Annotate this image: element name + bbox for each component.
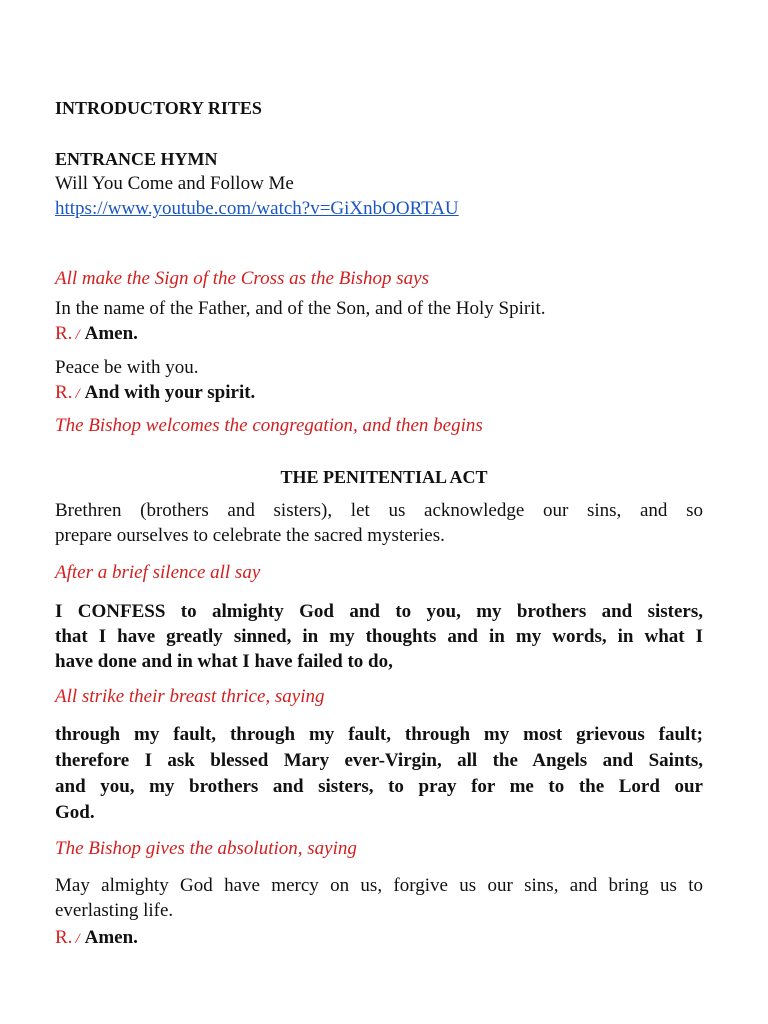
response-mark: / [75, 327, 80, 343]
confiteor-line-2: that I have greatly sinned, in my thoughts and in my words, in what I [55, 626, 703, 647]
response-text: And with your spirit. [84, 382, 256, 403]
response-label: R. [55, 323, 73, 344]
rubric-strike-breast: All strike their breast thrice, saying [55, 686, 325, 707]
entrance-hymn-heading: ENTRANCE HYMN [55, 149, 218, 169]
fault-line-3: and you, my brothers and sisters, to pray for me to the Lord our [55, 776, 703, 797]
greeting-text: Peace be with you. [55, 357, 199, 378]
rubric-sign-of-cross: All make the Sign of the Cross as the Bishop says [55, 268, 429, 289]
response-label: R. [55, 382, 73, 403]
absolution-line-1: May almighty God have mercy on us, forgive us our sins, and bring us to [55, 875, 703, 896]
rubric-silence: After a brief silence all say [55, 562, 261, 583]
fault-line-1: through my fault, through my fault, through my most grievous fault; [55, 724, 703, 745]
section-title: INTRODUCTORY RITES [55, 98, 262, 118]
response-text: Amen. [84, 323, 138, 344]
hymn-title: Will You Come and Follow Me [55, 173, 294, 194]
fault-line-4: God. [55, 802, 95, 823]
response-label: R. [55, 927, 73, 948]
confiteor-line-1: I CONFESS to almighty God and to you, my brothers and sisters, [55, 601, 703, 622]
response-amen-2 [55, 926, 138, 951]
absolution-line-2: everlasting life. [55, 900, 174, 921]
invitation-line-2: prepare ourselves to celebrate the sacred mysteries. [55, 525, 445, 546]
penitential-act-heading: THE PENITENTIAL ACT [280, 467, 488, 487]
hymn-youtube-link[interactable]: https://www.youtube.com/watch?v=GiXnbOORTAU [55, 198, 459, 219]
rubric-welcome: The Bishop welcomes the congregation, and then begins [55, 415, 483, 436]
sign-of-cross-text: In the name of the Father, and of the Son, and of the Holy Spirit. [55, 298, 546, 319]
rubric-absolution: The Bishop gives the absolution, saying [55, 838, 357, 859]
response-text: Amen. [84, 927, 138, 948]
confiteor-line-3: have done and in what I have failed to do, [55, 651, 393, 672]
response-mark: / [75, 386, 80, 402]
response-mark: / [75, 931, 80, 947]
response-spirit [55, 381, 255, 406]
hymn-link-line [55, 197, 459, 221]
invitation-line-1: Brethren (brothers and sisters), let us acknowledge our sins, and so [55, 500, 703, 521]
response-amen-1 [55, 322, 138, 347]
fault-line-2: therefore I ask blessed Mary ever-Virgin, all the Angels and Saints, [55, 750, 703, 771]
